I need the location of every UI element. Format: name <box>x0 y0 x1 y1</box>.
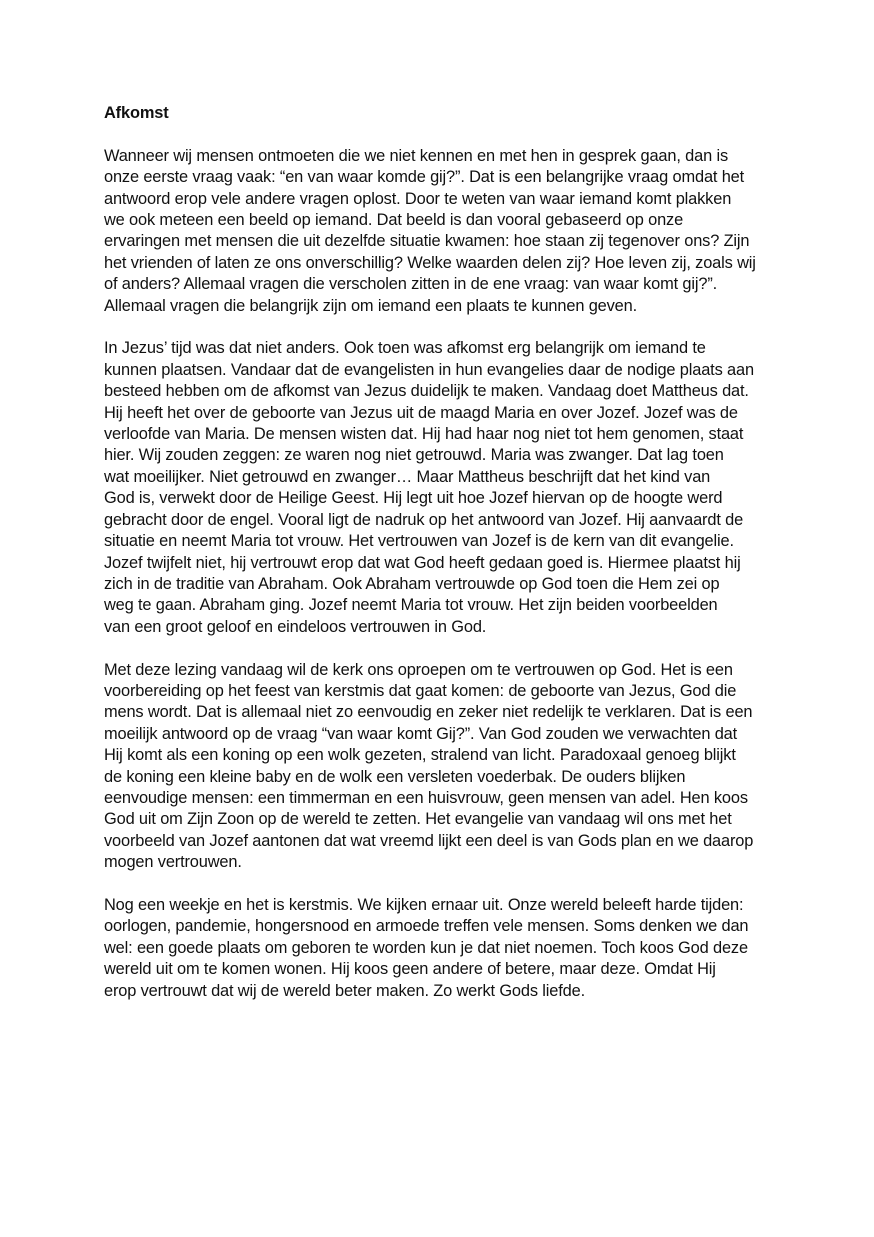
text-line: Jozef twijfelt niet, hij vertrouwt erop dat wat God heeft gedaan goed is. Hiermee plaatst hij <box>104 553 741 572</box>
text-line: Hij komt als een koning op een wolk gezeten, stralend van licht. Paradoxaal genoeg blijkt <box>104 746 736 765</box>
paragraph-4 <box>104 895 804 1002</box>
text-line: Allemaal vragen die belangrijk zijn om iemand een plaats te kunnen geven. <box>104 296 638 315</box>
text-line: gebracht door de engel. Vooral ligt de nadruk op het antwoord van Jozef. Hij aanvaardt de <box>104 510 744 529</box>
text-line: mogen vertrouwen. <box>104 853 242 872</box>
text-line: zich in de traditie van Abraham. Ook Abraham vertrouwde op God toen die Hem zei op <box>104 574 720 593</box>
text-line: antwoord erop vele andere vragen oplost. Door te weten van waar iemand komt plakken <box>104 189 732 208</box>
text-line: oorlogen, pandemie, hongersnood en armoede treffen vele mensen. Soms denken we dan <box>104 917 749 936</box>
text-line: moeilijk antwoord op de vraag “van waar komt Gij?”. Van God zouden we verwachten dat <box>104 724 738 743</box>
paragraph-3 <box>104 660 804 874</box>
paragraph-2 <box>104 338 804 638</box>
text-line: de koning een kleine baby en de wolk een versleten voederbak. De ouders blijken <box>104 767 686 786</box>
text-line: God is, verwekt door de Heilige Geest. Hij legt uit hoe Jozef hiervan op de hoogte werd <box>104 489 723 508</box>
text-line: of anders? Allemaal vragen die verscholen zitten in de ene vraag: van waar komt gij?”. <box>104 275 718 294</box>
text-line: ervaringen met mensen die uit dezelfde situatie kwamen: hoe staan zij tegenover ons? Zijn <box>104 232 750 251</box>
text-line: onze eerste vraag vaak: “en van waar komde gij?”. Dat is een belangrijke vraag omdat het <box>104 168 745 187</box>
text-line: hier. Wij zouden zeggen: ze waren nog niet getrouwd. Maria was zwanger. Dat lag toen <box>104 446 724 465</box>
text-line: voorbeeld van Jozef aantonen dat wat vreemd lijkt een deel is van Gods plan en we daarop <box>104 831 754 850</box>
text-line: God uit om Zijn Zoon op de wereld te zetten. Het evangelie van vandaag wil ons met het <box>104 810 732 829</box>
text-line: het vrienden of laten ze ons onverschillig? Welke waarden delen zij? Hoe leven zij, zoals wij <box>104 253 756 272</box>
text-line: situatie en neemt Maria tot vrouw. Het vertrouwen van Jozef is de kern van dit evangelie. <box>104 532 734 551</box>
text-line: mens wordt. Dat is allemaal niet zo eenvoudig en zeker niet redelijk te verklaren. Dat is een <box>104 703 753 722</box>
text-line: verloofde van Maria. De mensen wisten dat. Hij had haar nog niet tot hem genomen, staat <box>104 425 744 444</box>
text-line: In Jezus’ tijd was dat niet anders. Ook toen was afkomst erg belangrijk om iemand te <box>104 339 706 358</box>
document-page <box>104 103 804 1023</box>
document-title: Afkomst <box>104 104 169 122</box>
text-line: kunnen plaatsen. Vandaar dat de evangelisten in hun evangelies daar de nodige plaats aan <box>104 360 754 379</box>
text-line: weg te gaan. Abraham ging. Jozef neemt Maria tot vrouw. Het zijn beiden voorbeelden <box>104 596 718 615</box>
text-line: van een groot geloof en eindeloos vertrouwen in God. <box>104 617 487 636</box>
document-body <box>104 146 804 1002</box>
text-line: Met deze lezing vandaag wil de kerk ons oproepen om te vertrouwen op God. Het is een <box>104 660 733 679</box>
text-line: we ook meteen een beeld op iemand. Dat beeld is dan vooral gebaseerd op onze <box>104 211 684 230</box>
text-line: Hij heeft het over de geboorte van Jezus uit de maagd Maria en over Jozef. Jozef was de <box>104 403 738 422</box>
text-line: wat moeilijker. Niet getrouwd en zwanger… Maar Mattheus beschrijft dat het kind van <box>104 467 711 486</box>
text-line: Nog een weekje en het is kerstmis. We kijken ernaar uit. Onze wereld beleeft harde tijden: <box>104 895 744 914</box>
text-line: voorbereiding op het feest van kerstmis dat gaat komen: de geboorte van Jezus, God die <box>104 681 737 700</box>
text-line: wel: een goede plaats om geboren te worden kun je dat niet noemen. Toch koos God deze <box>104 938 748 957</box>
text-line: Wanneer wij mensen ontmoeten die we niet kennen en met hen in gesprek gaan, dan is <box>104 146 728 165</box>
text-line: wereld uit om te komen wonen. Hij koos geen andere of betere, maar deze. Omdat Hij <box>104 960 716 979</box>
text-line: besteed hebben om de afkomst van Jezus duidelijk te maken. Vandaag doet Mattheus dat. <box>104 382 749 401</box>
paragraph-1 <box>104 146 804 317</box>
text-line: eenvoudige mensen: een timmerman en een huisvrouw, geen mensen van adel. Hen koos <box>104 788 748 807</box>
text-line: erop vertrouwt dat wij de wereld beter maken. Zo werkt Gods liefde. <box>104 981 585 1000</box>
